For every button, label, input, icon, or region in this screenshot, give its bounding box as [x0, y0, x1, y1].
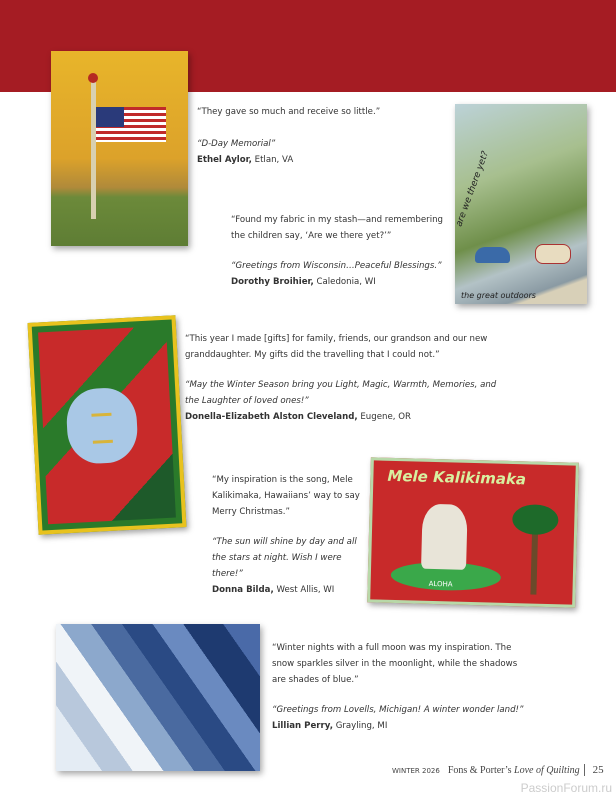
quilt-text-outdoors: the great outdoors [461, 291, 536, 300]
quilt-image-winter [56, 624, 260, 771]
quilt-text-are-we-there: are we there yet? [454, 149, 491, 229]
issue-label: WINTER 2026 [392, 767, 440, 775]
magazine-name-italic: Love of Quilting [514, 765, 580, 776]
entry-title: “D-Day Memorial” [197, 139, 276, 149]
entry-name: Dorothy Broihier, [231, 277, 314, 287]
entry-3 [185, 331, 510, 425]
entry-location: Grayling, MI [332, 721, 388, 731]
entry-name: Ethel Aylor, [197, 155, 252, 165]
quilt-text-mele: Mele Kalikimaka [387, 466, 527, 489]
quilt-image-menorah [28, 315, 187, 534]
entry-title: “The sun will shine by day and all the stars at night. Wish I were there!” [212, 537, 357, 579]
quilt-image-outdoors [455, 104, 587, 304]
watermark: PassionForum.ru [520, 781, 612, 795]
entry-name: Lillian Perry, [272, 721, 333, 731]
entry-name: Donna Bilda, [212, 585, 274, 595]
entry-4 [212, 472, 372, 598]
entry-quote: “My inspiration is the song, Mele Kalikimaka, Hawaiians’ way to say Merry Christmas.” [212, 475, 360, 517]
entry-quote: “They gave so much and receive so little.” [197, 107, 381, 117]
entry-2 [231, 212, 446, 290]
entry-1 [197, 104, 417, 168]
page-number: 25 [584, 764, 604, 776]
entry-title: “May the Winter Season bring you Light, Magic, Warmth, Memories, and the Laughter of loved ones!” [185, 380, 497, 406]
entry-quote: “Found my fabric in my stash—and remembering the children say, ‘Are we there yet?’” [231, 215, 443, 241]
quilt-text-aloha: ALOHA [428, 579, 453, 589]
page-footer [392, 764, 604, 776]
entry-location: Caledonia, WI [313, 277, 376, 287]
entry-location: West Allis, WI [273, 585, 335, 595]
quilt-image-mele-kalikimaka [367, 457, 579, 607]
entry-location: Etlan, VA [251, 155, 294, 165]
entry-quote: “This year I made [gifts] for family, friends, our grandson and our new granddaughter. My gifts did the travelling that I could not.” [185, 334, 488, 360]
magazine-name: Fons & Porter’s [447, 765, 515, 776]
entry-title: “Greetings from Lovells, Michigan! A winter wonder land!” [272, 705, 524, 715]
entry-title: “Greetings from Wisconsin…Peaceful Blessings.” [231, 261, 442, 271]
entry-5 [272, 640, 527, 734]
quilt-image-flag [51, 51, 188, 246]
entry-location: Eugene, OR [357, 412, 411, 422]
entry-name: Donella-Elizabeth Alston Cleveland, [185, 412, 358, 422]
entry-quote: “Winter nights with a full moon was my inspiration. The snow sparkles silver in the moonlight, while the shadows are shades of blue.” [272, 643, 518, 685]
